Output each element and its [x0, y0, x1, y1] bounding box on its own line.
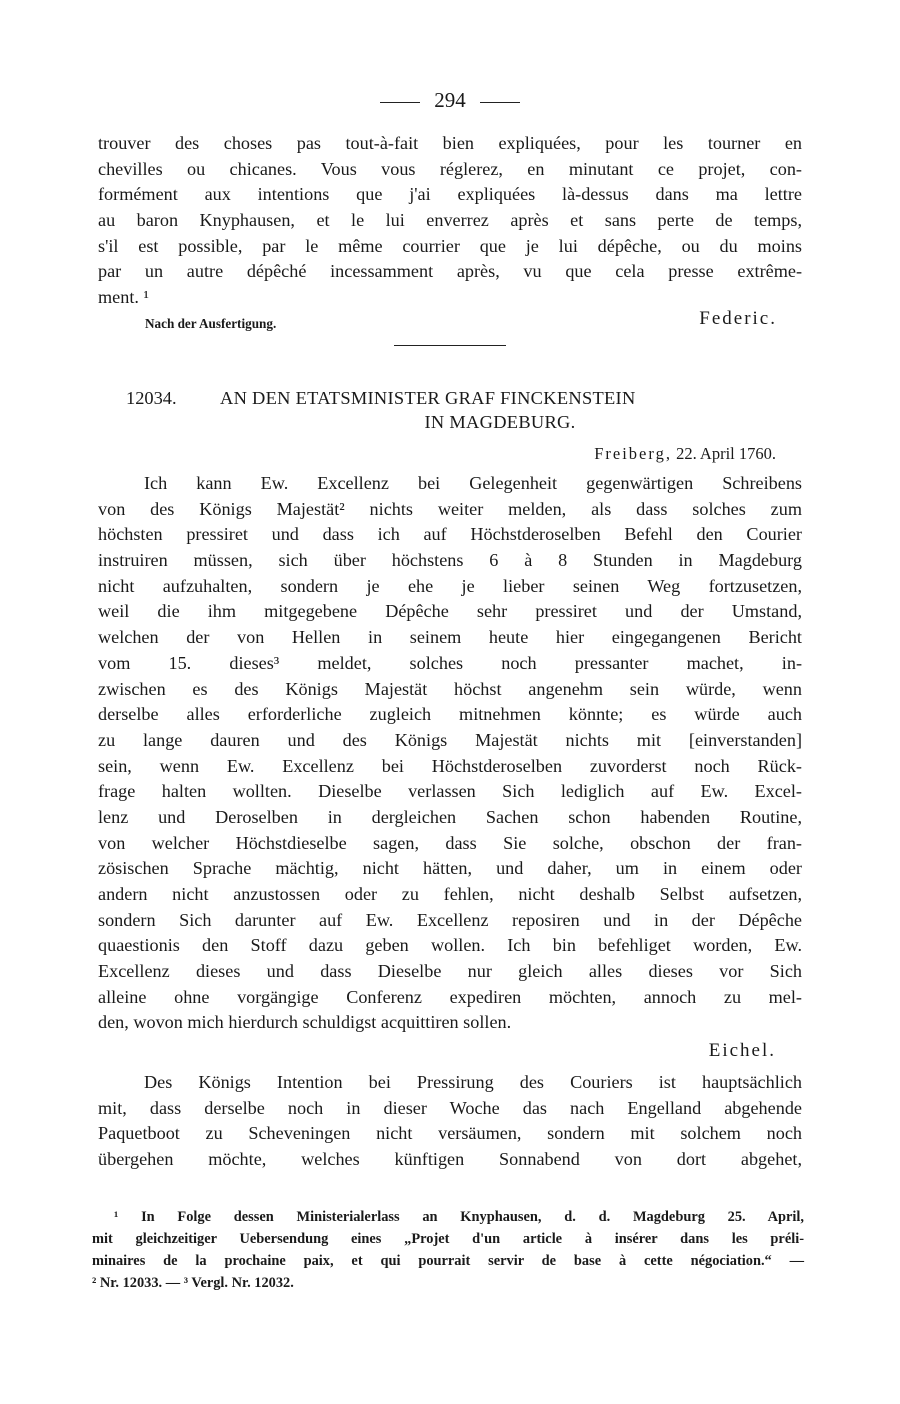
- text-line: s'il est possible, par le même courrier que je lui dépêche, ou du moins: [98, 235, 802, 256]
- header-dash-right: [480, 102, 520, 103]
- text-line: instruiren müssen, sich über höchstens 6 à 8 Stunden in Magdeburg: [98, 550, 802, 571]
- text-line: übergehen möchte, welches künftigen Sonnabend von dort abgehet,: [98, 1149, 802, 1170]
- text-line: au baron Knyphausen, et le lui enverrez après et sans perte de temps,: [98, 210, 802, 231]
- text-line: alleine ohne vorgängige Conferenz expediren möchten, annoch zu mel-: [98, 986, 802, 1007]
- text-line: zösischen Sprache mächtig, nicht hätten, und daher, um in einem oder: [98, 858, 802, 879]
- text-line: trouver des choses pas tout-à-fait bien expliquées, pour les tourner en: [98, 133, 802, 153]
- text-line: lenz und Deroselben in dergleichen Sachen schon habenden Routine,: [98, 806, 802, 827]
- page-number: 294: [434, 88, 466, 112]
- signature-federic: Federic.: [699, 308, 777, 329]
- text-line: weil die ihm mitgegebene Dépêche sehr pressiret und der Umstand,: [98, 601, 802, 622]
- letter-title-line2: IN MAGDEBURG.: [424, 412, 576, 432]
- text-line: Des Königs Intention bei Pressirung des Couriers ist hauptsächlich: [144, 1072, 802, 1092]
- top-paragraph: [98, 131, 802, 311]
- text-line: andern nicht anzustossen oder zu fehlen, nicht deshalb Selbst aufsetzen,: [98, 884, 802, 904]
- text-line: welchen der von Hellen in seinem heute hier eingegangenen Bericht: [98, 627, 802, 648]
- signature-eichel: Eichel.: [708, 1040, 776, 1061]
- text-line: sein, wenn Ew. Excellenz bei Höchstderoselben zuvorderst noch Rück-: [98, 755, 802, 776]
- source-row: [145, 308, 777, 336]
- text-line: mit, dass derselbe noch in dieser Woche das nach Engelland abgehende: [98, 1097, 802, 1118]
- text-line: ment. ¹: [98, 287, 149, 308]
- dateline-place: Freiberg,: [594, 444, 672, 463]
- source-note: Nach der Ausfertigung.: [145, 316, 277, 331]
- text-line: Ich kann Ew. Excellenz bei Gelegenheit gegenwärtigen Schreibens: [144, 473, 802, 493]
- text-line: quaestionis den Stoff dazu geben wollen. Ich bin befehliget worden, Ew.: [98, 935, 802, 956]
- text-line: von welcher Höchstdieselbe sagen, dass Sie solche, obschon der fran-: [98, 832, 802, 853]
- dateline-date: 22. April 1760.: [676, 444, 776, 463]
- letter-title-line1: AN DEN ETATSMINISTER GRAF FINCKENSTEIN: [220, 388, 636, 408]
- text-line: formément aux intentions que j'ai expliquées là-dessus dans ma lettre: [98, 184, 802, 205]
- text-line: den, wovon mich hierdurch schuldigst acquittiren sollen.: [98, 1012, 512, 1033]
- text-line: frage halten wollten. Dieselbe verlassen Sich lediglich auf Ew. Excel-: [98, 781, 802, 802]
- text-line: höchsten pressiret und dass ich auf Höchstderoselben Befehl den Courier: [98, 524, 802, 545]
- text-line: sondern Sich darunter auf Ew. Excellenz reposiren und in der Dépêche: [98, 909, 802, 930]
- text-line: Excellenz dieses und dass Dieselbe nur gleich alles dieses vor Sich: [98, 961, 802, 982]
- text-line: par un autre dépêché incessamment après, vu que cela presse extrême-: [98, 261, 802, 282]
- text-line: zwischen es des Königs Majestät höchst angenehm sein würde, wenn: [98, 678, 802, 699]
- header-dash-left: [380, 102, 420, 103]
- section-divider: [394, 345, 506, 346]
- main-paragraph: [98, 471, 802, 1036]
- dateline: [594, 444, 776, 464]
- footnote-line: minaires de la prochaine paix, et qui pourrait servir de base à cette négociation.“ —: [92, 1253, 804, 1269]
- page-header: [0, 88, 900, 113]
- footnotes: [92, 1206, 804, 1294]
- text-line: derselbe alles erforderliche zugleich mitnehmen könnte; es würde auch: [98, 704, 802, 725]
- text-line: chevilles ou chicanes. Vous vous réglerez, en minutant ce projet, con-: [98, 158, 802, 179]
- postscript-paragraph: [98, 1070, 802, 1173]
- text-line: von des Königs Majestät² nichts weiter melden, als dass solches zum: [98, 498, 802, 519]
- text-line: vom 15. dieses³ meldet, solches noch pressanter machet, in-: [98, 652, 802, 673]
- text-line: Paquetboot zu Scheveningen nicht versäumen, sondern mit solchem noch: [98, 1123, 802, 1144]
- footnote-line: mit gleichzeitiger Uebersendung eines „Projet d'un article à insérer dans les préli-: [92, 1231, 804, 1247]
- text-line: zu lange dauren und des Königs Majestät nichts mit [einverstanden]: [98, 729, 802, 750]
- footnote-line: ¹ In Folge dessen Ministerialerlass an Knyphausen, d. d. Magdeburg 25. April,: [114, 1209, 804, 1225]
- letter-number: 12034.: [126, 388, 177, 408]
- text-line: nicht aufzuhalten, sondern je ehe je lieber seinen Weg fortzusetzen,: [98, 575, 802, 596]
- footnote-line: ² Nr. 12033. — ³ Vergl. Nr. 12032.: [92, 1275, 294, 1291]
